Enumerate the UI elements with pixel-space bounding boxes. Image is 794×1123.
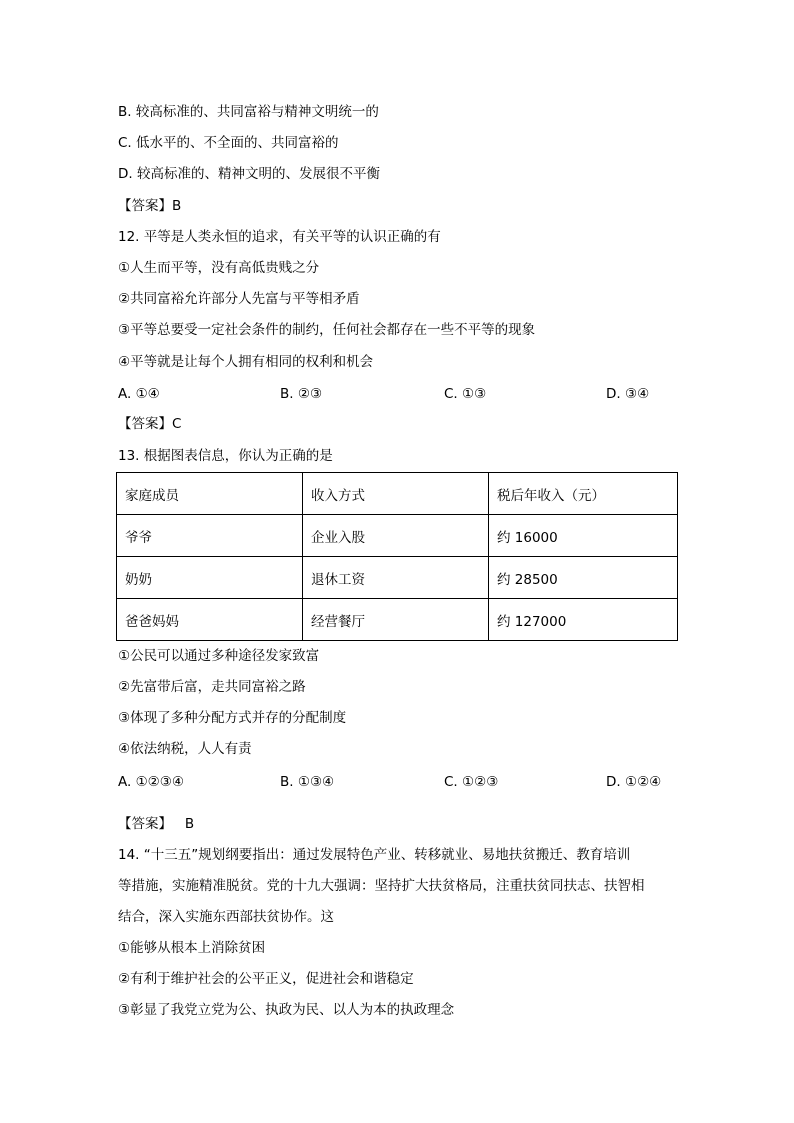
table-row bbox=[117, 557, 678, 599]
table-cell: 约 16000 bbox=[489, 515, 678, 557]
q13-option-c: C. ①②③ bbox=[444, 774, 499, 790]
q13-item-3: ③体现了多种分配方式并存的分配制度 bbox=[118, 710, 347, 726]
table-cell: 约 127000 bbox=[489, 599, 678, 641]
table-header-row bbox=[117, 473, 678, 515]
q11-option-b: B. 较高标准的、共同富裕与精神文明统一的 bbox=[118, 104, 379, 120]
table-cell: 爸爸妈妈 bbox=[117, 599, 303, 641]
q13-item-1: ①公民可以通过多种途径发家致富 bbox=[118, 648, 320, 664]
q14-stem-line-3: 结合，深入实施东西部扶贫协作。这 bbox=[118, 909, 334, 925]
income-table bbox=[116, 472, 678, 641]
q12-item-1: ①人生而平等，没有高低贵贱之分 bbox=[118, 260, 320, 276]
q12-option-b: B. ②③ bbox=[280, 386, 323, 402]
q12-option-c: C. ①③ bbox=[444, 386, 487, 402]
table-cell: 奶奶 bbox=[117, 557, 303, 599]
q12-stem: 12. 平等是人类永恒的追求，有关平等的认识正确的有 bbox=[118, 229, 441, 245]
table-header-cell: 收入方式 bbox=[303, 473, 489, 515]
q14-stem-line-2: 等措施，实施精准脱贫。党的十九大强调：坚持扩大扶贫格局，注重扶贫同扶志、扶智相 bbox=[118, 878, 645, 894]
q12-item-2: ②共同富裕允许部分人先富与平等相矛盾 bbox=[118, 291, 360, 307]
q12-option-d: D. ③④ bbox=[606, 386, 650, 402]
table-row bbox=[117, 515, 678, 557]
q13-item-4: ④依法纳税，人人有责 bbox=[118, 741, 252, 757]
q12-option-a: A. ①④ bbox=[118, 386, 160, 402]
table-header-cell: 家庭成员 bbox=[117, 473, 303, 515]
q12-item-3: ③平等总要受一定社会条件的制约，任何社会都存在一些不平等的现象 bbox=[118, 322, 536, 338]
q14-stem-line-1: 14. “十三五”规划纲要指出：通过发展特色产业、转移就业、易地扶贫搬迁、教育培训 bbox=[118, 847, 631, 863]
q14-item-3: ③彰显了我党立党为公、执政为民、以人为本的执政理念 bbox=[118, 1002, 455, 1018]
q13-options bbox=[118, 772, 678, 792]
table-cell: 企业入股 bbox=[303, 515, 489, 557]
q11-option-c: C. 低水平的、不全面的、共同富裕的 bbox=[118, 135, 339, 151]
q14-item-1: ①能够从根本上消除贫困 bbox=[118, 940, 266, 956]
table-cell: 退休工资 bbox=[303, 557, 489, 599]
table-row bbox=[117, 599, 678, 641]
q13-stem: 13. 根据图表信息，你认为正确的是 bbox=[118, 448, 333, 464]
q11-option-d: D. 较高标准的、精神文明的、发展很不平衡 bbox=[118, 166, 380, 182]
q13-option-b: B. ①③④ bbox=[280, 774, 335, 790]
table-header-cell: 税后年收入（元） bbox=[489, 473, 678, 515]
q13-answer: 【答案】 B bbox=[118, 816, 195, 832]
q13-option-a: A. ①②③④ bbox=[118, 774, 184, 790]
q13-option-d: D. ①②④ bbox=[606, 774, 662, 790]
q13-item-2: ②先富带后富，走共同富裕之路 bbox=[118, 679, 306, 695]
table-cell: 经营餐厅 bbox=[303, 599, 489, 641]
q12-answer: 【答案】C bbox=[118, 416, 182, 432]
table-cell: 约 28500 bbox=[489, 557, 678, 599]
q12-options bbox=[118, 384, 678, 404]
table-cell: 爷爷 bbox=[117, 515, 303, 557]
q14-item-2: ②有利于维护社会的公平正义，促进社会和谐稳定 bbox=[118, 971, 414, 987]
q12-item-4: ④平等就是让每个人拥有相同的权利和机会 bbox=[118, 354, 374, 370]
q11-answer: 【答案】B bbox=[118, 198, 182, 214]
